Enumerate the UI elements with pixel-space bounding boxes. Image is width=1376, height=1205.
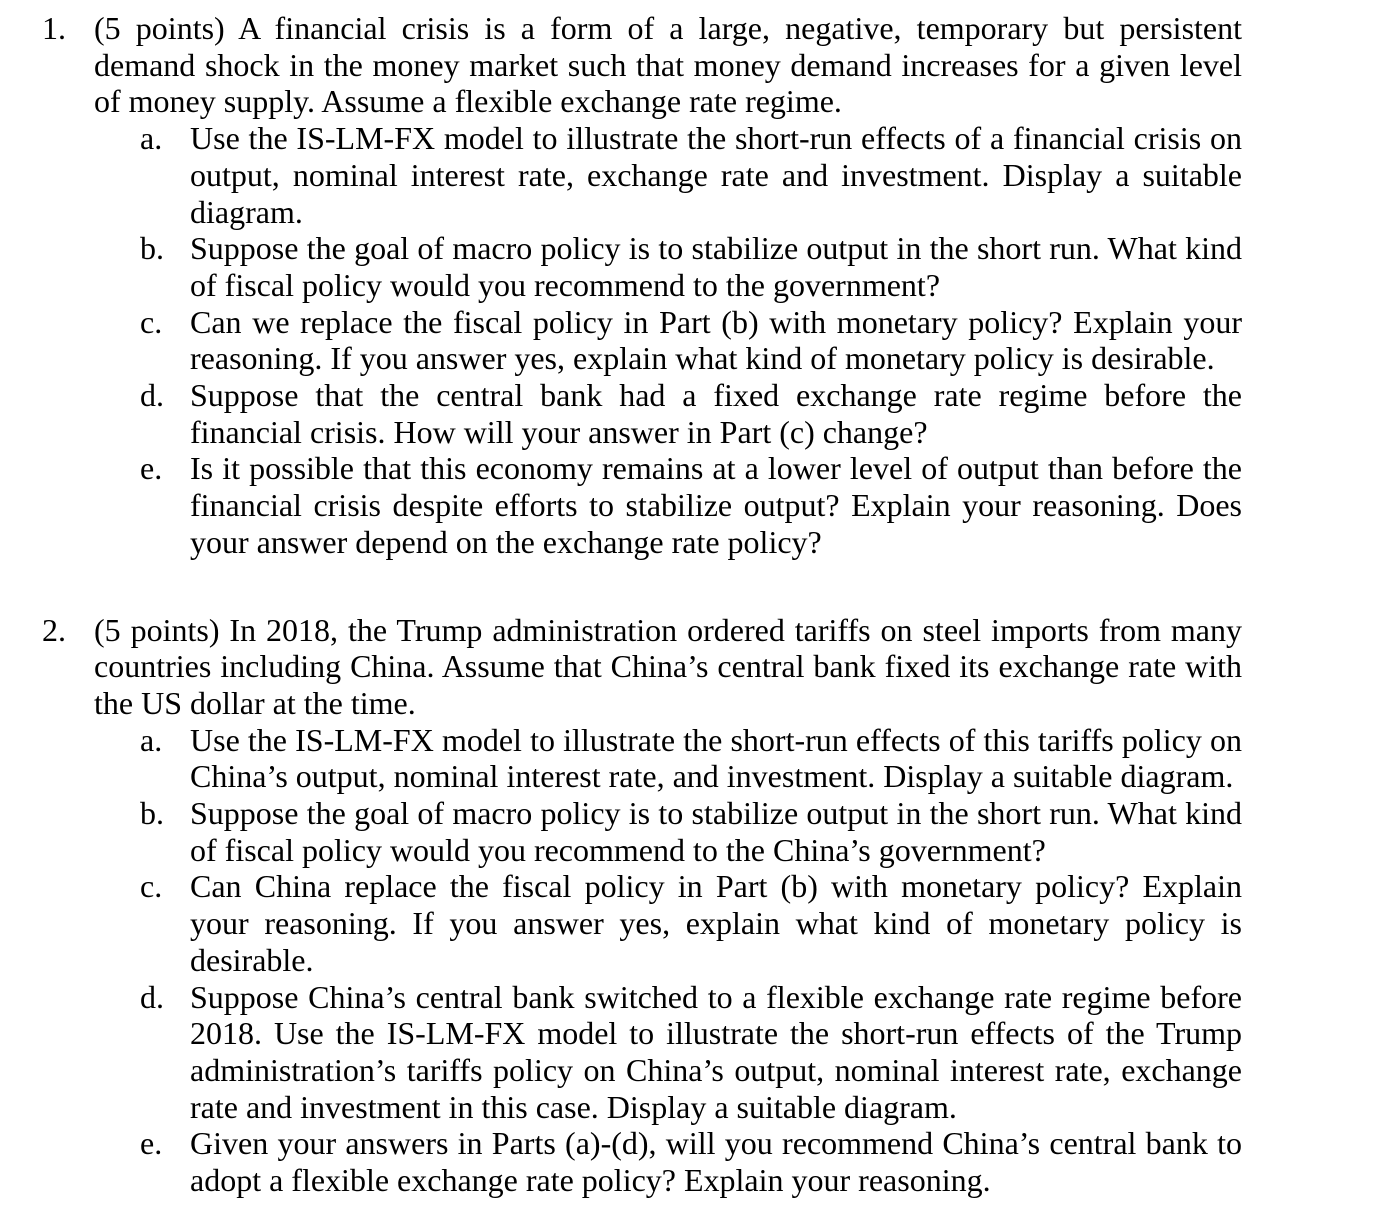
part-text: Can we replace the fiscal policy in Part (b) with monetary policy? Explain your reasoning. If you answer yes, explain what kind of monetary policy is desirable. — [190, 303, 1242, 377]
part-label: e. — [140, 1125, 163, 1162]
question-text: (5 points) A financial crisis is a form of a large, negative, temporary but persistent demand shock in the money market such that money demand increases for a given level of money supply. Assume a flexible exchange rate regime. — [94, 10, 1242, 120]
part-text: Can China replace the fiscal policy in Part (b) with monetary policy? Explain your reasoning. If you answer yes, explain what kind of monetary policy is desirable. — [190, 868, 1242, 978]
part-label: d. — [140, 377, 164, 414]
question-part — [140, 120, 1242, 230]
question-text: (5 points) In 2018, the Trump administration ordered tariffs on steel imports from many countries including China. Assume that China’s central bank fixed its exchange rate with the US dollar at the time. — [94, 611, 1242, 721]
question-1 — [42, 10, 1242, 561]
question-part — [140, 721, 1242, 795]
part-text: Use the IS-LM-FX model to illustrate the short-run effects of this tariffs policy on China’s output, nominal interest rate, and investment. Display a suitable diagram. — [190, 721, 1242, 795]
part-text: Suppose the goal of macro policy is to stabilize output in the short run. What kind of fiscal policy would you recommend to the government? — [190, 230, 1242, 303]
question-part — [140, 230, 1242, 303]
part-label: e. — [140, 450, 163, 487]
part-label: b. — [140, 230, 164, 267]
part-label: b. — [140, 795, 164, 832]
part-text: Given your answers in Parts (a)-(d), will you recommend China’s central bank to adopt a flexible exchange rate policy? Explain your reasoning. — [190, 1125, 1242, 1199]
question-parts-list — [94, 722, 1242, 1199]
part-text: Suppose that the central bank had a fixed exchange rate regime before the financial crisis. How will your answer in Part (c) change? — [190, 377, 1242, 450]
document-page — [0, 10, 1376, 1199]
part-label: c. — [140, 303, 163, 340]
question-part — [140, 303, 1242, 377]
part-text: Is it possible that this economy remains at a lower level of output than before the financial crisis despite efforts to stabilize output? Explain your reasoning. Does your answer depend on the exchange rate policy? — [190, 450, 1242, 560]
question-part — [140, 868, 1242, 978]
question-part — [140, 1125, 1242, 1199]
part-text: Suppose the goal of macro policy is to stabilize output in the short run. What kind of fiscal policy would you recommend to the China’s government? — [190, 795, 1242, 868]
part-text: Suppose China’s central bank switched to a flexible exchange rate regime before 2018. Use the IS-LM-FX model to illustrate the short-run effects of the Trump administration’s tariffs policy on China’s output, nominal interest rate, exchange rate and investment in this case. Display a suitable diagram. — [190, 978, 1242, 1125]
part-label: a. — [140, 120, 163, 157]
question-2 — [42, 611, 1242, 1199]
question-part — [140, 450, 1242, 560]
part-text: Use the IS-LM-FX model to illustrate the short-run effects of a financial crisis on output, nominal interest rate, exchange rate and investment. Display a suitable diagram. — [190, 120, 1242, 230]
question-number: 2. — [42, 611, 66, 648]
question-number: 1. — [42, 10, 66, 46]
part-label: c. — [140, 868, 163, 905]
question-part — [140, 978, 1242, 1126]
part-label: d. — [140, 978, 164, 1015]
question-part — [140, 377, 1242, 450]
part-label: a. — [140, 721, 163, 758]
question-parts-list — [94, 120, 1242, 560]
question-part — [140, 795, 1242, 868]
